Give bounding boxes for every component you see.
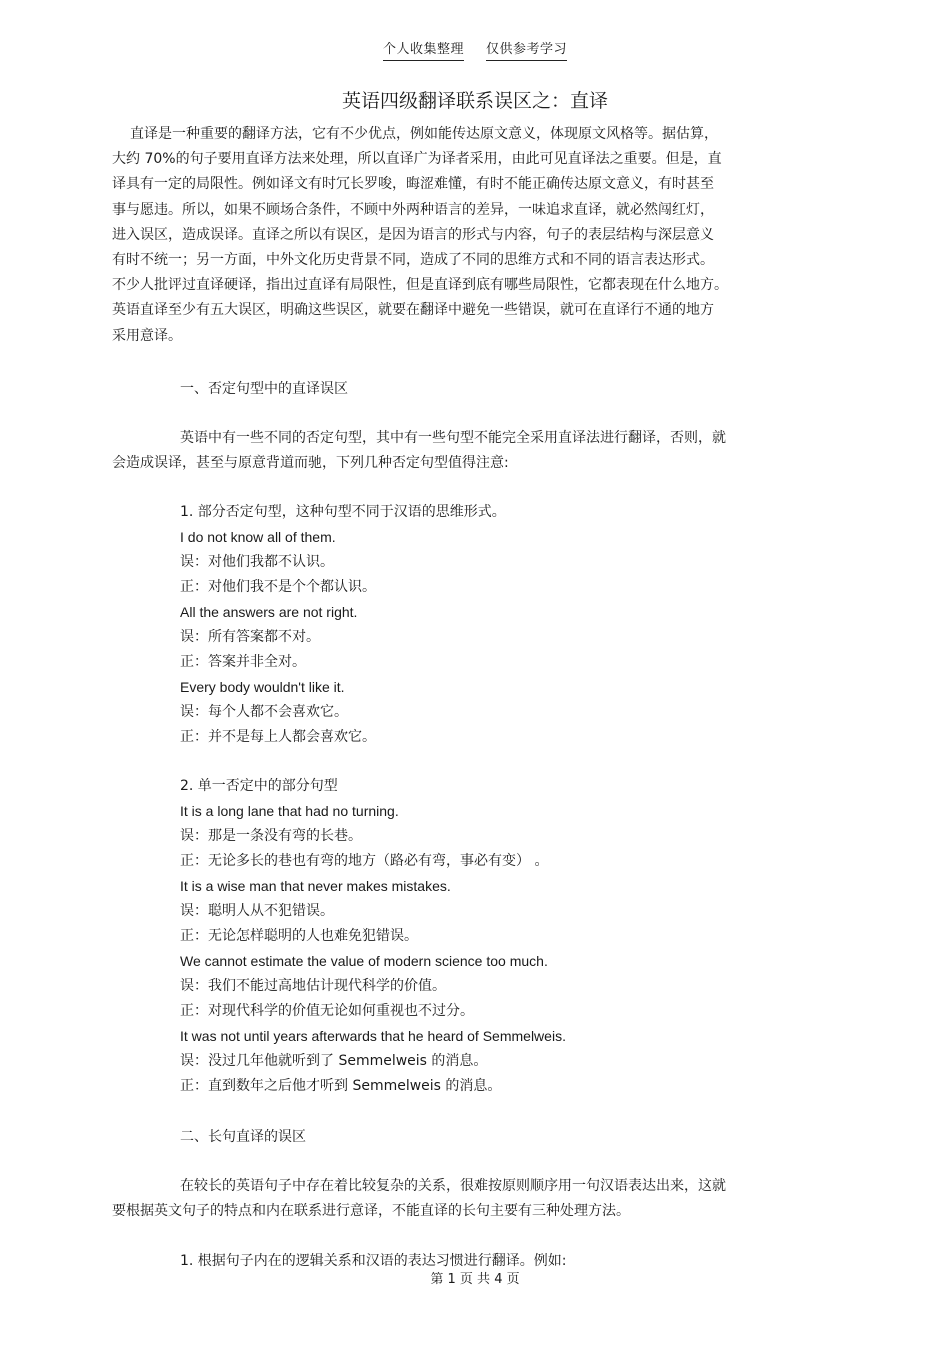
example-right: 正：对现代科学的价值无论如何重视也不过分。 [180, 1003, 474, 1019]
header-right-text: 仅供参考学习 [486, 38, 567, 61]
example-english: Every body wouldn't like it. [180, 679, 345, 695]
intro-line: 进入误区，造成误译。直译之所以有误区，是因为语言的形式与内容，句子的表层结构与深层意义 [112, 226, 714, 243]
example-english: It is a long lane that had no turning. [180, 803, 399, 819]
intro-line: 译具有一定的局限性。例如译文有时冗长罗唆，晦涩难懂，有时不能正确传达原文意义，有时甚至 [112, 176, 714, 193]
document-title: 英语四级翻译联系误区之：直译 [341, 90, 608, 112]
page-footer: 第 1 页 共 4 页 [430, 1272, 520, 1287]
section1-paragraph [112, 426, 772, 476]
example-english: It was not until years afterwards that he heard of Semmelweis. [180, 1028, 566, 1044]
section1-heading: 一、否定句型中的直译误区 [180, 381, 348, 397]
paragraph-line: 在较长的英语句子中存在着比较复杂的关系，很难按原则顺序用一句汉语表达出来，这就 [180, 1178, 726, 1194]
example-right: 正：对他们我不是个个都认识。 [180, 579, 376, 595]
example-english: I do not know all of them. [180, 529, 336, 545]
page-header [0, 38, 950, 61]
paragraph-line: 要根据英文句子的特点和内在联系进行意译，不能直译的长句主要有三种处理方法。 [112, 1203, 630, 1219]
example-right: 正：无论多长的巷也有弯的地方（路必有弯，事必有变） 。 [180, 853, 549, 869]
example-wrong: 误：聪明人从不犯错误。 [180, 903, 334, 919]
example-wrong: 误：对他们我都不认识。 [180, 554, 334, 570]
intro-line: 英语直译至少有五大误区，明确这些误区，就要在翻译中避免一些错误，就可在直译行不通的地方 [112, 302, 714, 319]
negation-group-1 [112, 500, 840, 750]
example-english: It is a wise man that never makes mistakes. [180, 878, 451, 894]
list-item-heading: 1. 部分否定句型，这种句型不同于汉语的思维形式。 [180, 504, 506, 520]
example-english: We cannot estimate the value of modern science too much. [180, 953, 548, 969]
intro-line: 直译是一种重要的翻译方法，它有不少优点，例如能传达原文意义，体现原文风格等。据估算， [130, 126, 718, 142]
example-right: 正：直到数年之后他才听到 Semmelweis 的消息。 [180, 1078, 502, 1094]
section2-paragraph [112, 1174, 772, 1224]
intro-paragraph [112, 122, 772, 349]
intro-line: 有时不统一；另一方面，中外文化历史背景不同，造成了不同的思维方式和不同的语言表达形式。 [112, 252, 714, 269]
paragraph-line: 会造成误译，甚至与原意背道而驰，下列几种否定句型值得注意: [112, 455, 509, 471]
example-wrong: 误：所有答案都不对。 [180, 629, 320, 645]
negation-group-2 [112, 774, 840, 1099]
example-right: 正：答案并非全对。 [180, 654, 306, 670]
example-wrong: 误：没过几年他就听到了 Semmelweis 的消息。 [180, 1053, 488, 1069]
section2-heading: 二、长句直译的误区 [180, 1129, 306, 1145]
header-left-text: 个人收集整理 [383, 38, 464, 61]
section2-item-1: 1. 根据句子内在的逻辑关系和汉语的表达习惯进行翻译。例如: [180, 1253, 567, 1269]
example-wrong: 误：每个人都不会喜欢它。 [180, 704, 348, 720]
example-wrong: 误：那是一条没有弯的长巷。 [180, 828, 362, 844]
intro-line: 不少人批评过直译硬译，指出过直译有局限性，但是直译到底有哪些局限性，它都表现在什么地方。 [112, 277, 728, 294]
example-right: 正：无论怎样聪明的人也难免犯错误。 [180, 928, 418, 944]
intro-line: 采用意译。 [112, 327, 182, 344]
example-wrong: 误：我们不能过高地估计现代科学的价值。 [180, 978, 446, 994]
list-item-heading: 2. 单一否定中的部分句型 [180, 778, 338, 794]
example-right: 正：并不是每上人都会喜欢它。 [180, 729, 376, 745]
paragraph-line: 英语中有一些不同的否定句型，其中有一些句型不能完全采用直译法进行翻译，否则，就 [180, 430, 726, 446]
intro-line: 大约 70%的句子要用直译方法来处理，所以直译广为译者采用，由此可见直译法之重要。但是，直 [112, 151, 722, 168]
example-english: All the answers are not right. [180, 604, 358, 620]
intro-line: 事与愿违。所以，如果不顾场合条件，不顾中外两种语言的差异，一味追求直译，就必然闯红灯， [112, 201, 714, 218]
